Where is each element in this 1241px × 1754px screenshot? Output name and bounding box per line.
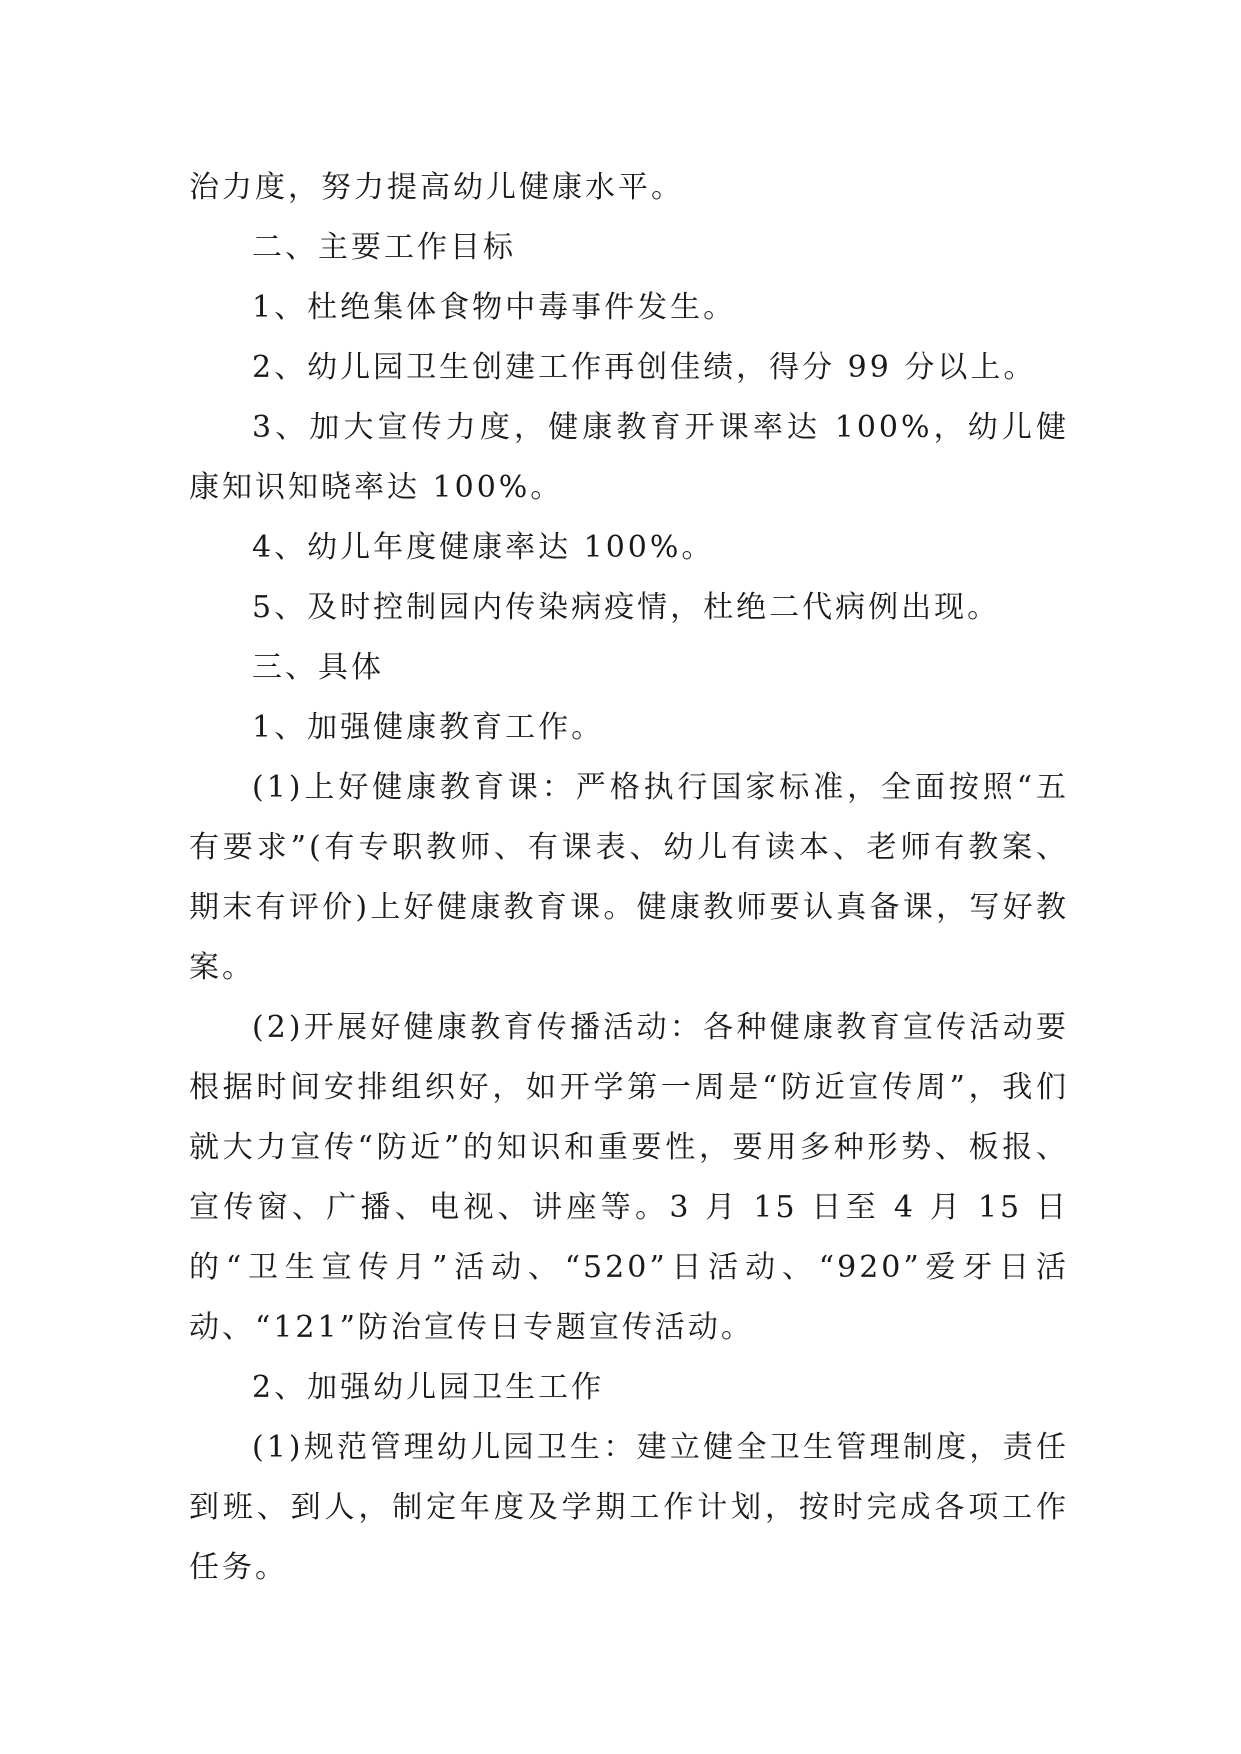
section-heading-goals: 二、主要工作目标: [252, 230, 516, 265]
paragraph: (2)开展好健康教育传播活动：各种健康教育宣传活动要根据时间安排组织好，如开学第一周是“防近宣传周”，我们就大力宣传“防近”的知识和重要性，要用多种形势、板报、宣传窗、广播、电视、讲座等。3 月 15 日至 4 月 15 日的“卫生宣传月”活动、“520”日活动、“920”爱牙日活动、“121”防治宣传日专题宣传活动。: [189, 1010, 1069, 1345]
paragraph: 3、加大宣传力度，健康教育开课率达 100%，幼儿健康知识知晓率达 100%。: [189, 410, 1069, 505]
subheading: 2、加强幼儿园卫生工作: [252, 1370, 605, 1405]
paragraph: 2、幼儿园卫生创建工作再创佳绩，得分 99 分以上。: [252, 350, 1037, 385]
subheading: 1、加强健康教育工作。: [252, 710, 605, 745]
document-body: [189, 158, 1069, 1598]
section-heading-specific: 三、具体: [252, 650, 384, 685]
paragraph: (1)上好健康教育课：严格执行国家标准，全面按照“五有要求”(有专职教师、有课表、幼儿有读本、老师有教案、期末有评价)上好健康教育课。健康教师要认真备课，写好教案。: [189, 770, 1069, 985]
paragraph: 1、杜绝集体食物中毒事件发生。: [252, 290, 737, 325]
paragraph: (1)规范管理幼儿园卫生：建立健全卫生管理制度，责任到班、到人，制定年度及学期工作计划，按时完成各项工作任务。: [189, 1430, 1069, 1585]
paragraph: 4、幼儿年度健康率达 100%。: [252, 530, 715, 565]
paragraph: 治力度，努力提高幼儿健康水平。: [189, 170, 684, 205]
paragraph: 5、及时控制园内传染病疫情，杜绝二代病例出现。: [252, 590, 1001, 625]
